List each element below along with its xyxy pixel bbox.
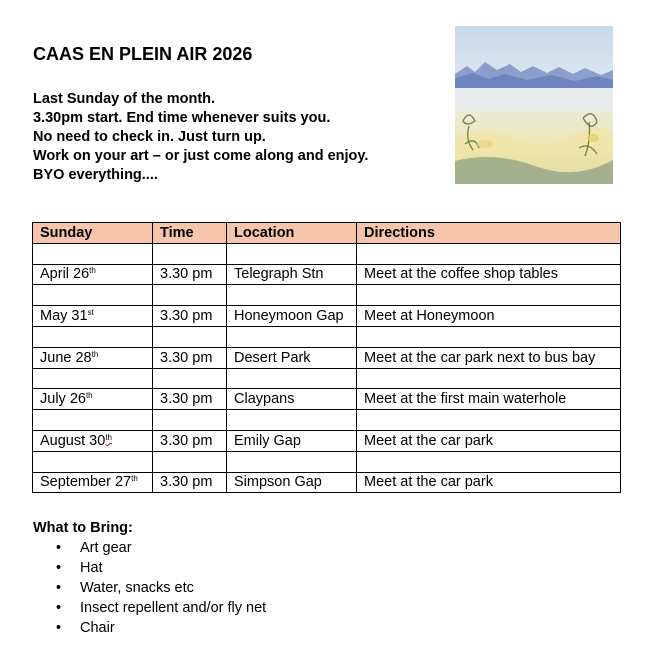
list-item: • Art gear bbox=[56, 540, 132, 556]
cell-location bbox=[227, 264, 357, 285]
header-location: Location bbox=[227, 223, 357, 244]
location-text: Telegraph Stn bbox=[234, 266, 324, 283]
cell-time: 3.30 pm bbox=[153, 347, 227, 368]
spacer-row bbox=[33, 243, 621, 264]
table-row bbox=[33, 472, 621, 493]
cell-sunday: June 28th bbox=[33, 347, 153, 368]
cell-location: Simpson Gap bbox=[227, 472, 357, 493]
cell-location: Honeymoon Gap bbox=[227, 306, 357, 327]
intro-line: BYO everything.... bbox=[33, 167, 158, 183]
bullet-icon: • bbox=[56, 620, 62, 636]
table-header-row bbox=[33, 223, 621, 244]
intro-text bbox=[33, 90, 368, 185]
header-time: Time bbox=[153, 223, 227, 244]
cell-location: Emily Gap bbox=[227, 430, 357, 451]
cell-directions: Meet at the coffee shop tables bbox=[357, 264, 621, 285]
bullet-icon: • bbox=[56, 600, 62, 616]
cell-directions: Meet at Honeymoon bbox=[357, 306, 621, 327]
cell-sunday: September 27th bbox=[33, 472, 153, 493]
cell-directions: Meet at the car park bbox=[357, 472, 621, 493]
spacer-row bbox=[33, 410, 621, 431]
cell-location: Desert Park bbox=[227, 347, 357, 368]
table-row bbox=[33, 430, 621, 451]
what-to-bring-heading: What to Bring: bbox=[33, 520, 133, 536]
spacer-row bbox=[33, 285, 621, 306]
cell-time: 3.30 pm bbox=[153, 389, 227, 410]
cell-location: Claypans bbox=[227, 389, 357, 410]
what-to-bring-list bbox=[33, 538, 266, 638]
intro-line: Work on your art – or just come along and enjoy. bbox=[33, 148, 369, 164]
cell-sunday: May 31st bbox=[33, 306, 153, 327]
bullet-icon: • bbox=[56, 540, 62, 556]
intro-line: No need to check in. Just turn up. bbox=[33, 129, 266, 145]
cell-sunday: April 26th bbox=[33, 264, 153, 285]
list-item: • Chair bbox=[56, 620, 115, 636]
header-sunday: Sunday bbox=[33, 223, 153, 244]
cell-time: 3.30 pm bbox=[153, 430, 227, 451]
document-title: CAAS EN PLEIN AIR 2026 bbox=[33, 44, 253, 64]
table-row bbox=[33, 306, 621, 327]
spacer-row bbox=[33, 451, 621, 472]
cell-time: 3.30 pm bbox=[153, 306, 227, 327]
table-row bbox=[33, 389, 621, 410]
spacer-row bbox=[33, 326, 621, 347]
cell-directions: Meet at the first main waterhole bbox=[357, 389, 621, 410]
bullet-icon: • bbox=[56, 560, 62, 576]
header-directions: Directions bbox=[357, 223, 621, 244]
list-item: • Hat bbox=[56, 560, 103, 576]
cell-time: 3.30 pm bbox=[153, 472, 227, 493]
cell-time: 3.30 pm bbox=[153, 264, 227, 285]
table-row bbox=[33, 264, 621, 285]
landscape-painting bbox=[455, 26, 613, 184]
schedule-table bbox=[32, 222, 621, 493]
spacer-row bbox=[33, 368, 621, 389]
bullet-icon: • bbox=[56, 580, 62, 596]
cell-sunday: August 30th bbox=[33, 430, 153, 451]
list-item: • Water, snacks etc bbox=[56, 580, 194, 596]
list-item: • Insect repellent and/or fly net bbox=[56, 600, 267, 616]
intro-line: Last Sunday of the month. bbox=[33, 91, 216, 107]
cell-sunday: July 26th bbox=[33, 389, 153, 410]
cell-directions: Meet at the car park next to bus bay bbox=[357, 347, 621, 368]
table-row bbox=[33, 347, 621, 368]
intro-line: 3.30pm start. End time whenever suits you. bbox=[33, 110, 331, 126]
cell-directions: Meet at the car park bbox=[357, 430, 621, 451]
